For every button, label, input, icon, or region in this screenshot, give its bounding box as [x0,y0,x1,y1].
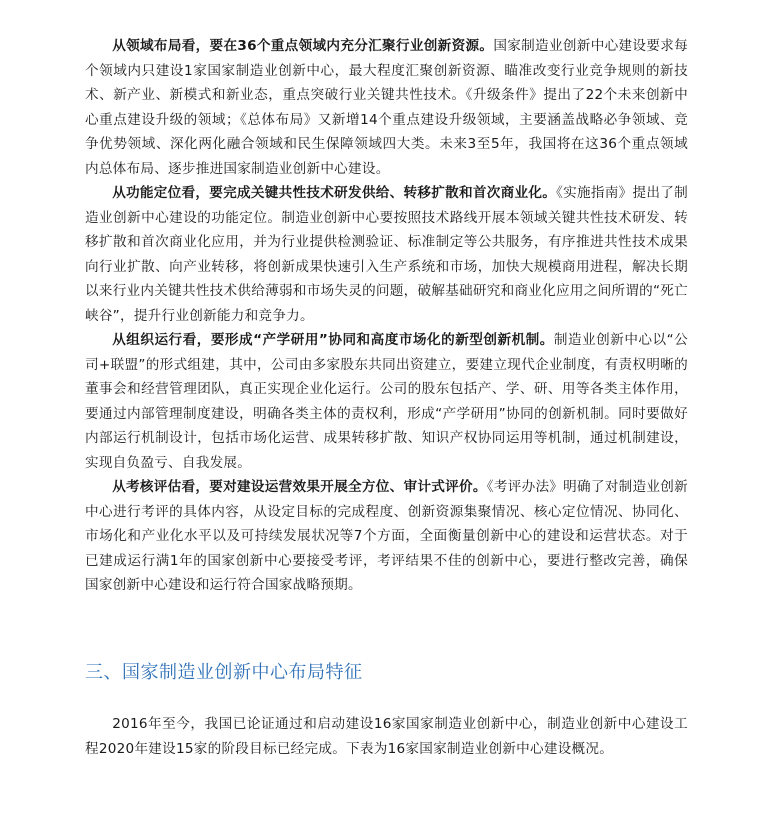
paragraph-lead: 从考核评估看，要对建设运营效果开展全方位、审计式评价。 [112,479,487,495]
paragraph-body: 制造业创新中心以“公司+联盟”的形式组建，其中，公司由多家股东共同出资建立，要建立现代企业制度，有责权明晰的董事会和经营管理团队，真正实现企业化运行。公司的股东包括产、学、研、用等各类主体作用，要通过内部管理制度建设，明确各类主体的责权利，形成“产学研用”协同的创新机制。同时要做好内部运行机制设计，包括市场化运营、成果转移扩散、知识产权协同运用等机制，通过机制建设，实现自负盈亏、自我发展。 [85,332,688,471]
section-intro-paragraph: 2016年至今，我国已论证通过和启动建设16家国家制造业创新中心，制造业创新中心建设工程2020年建设15家的阶段目标已经完成。下表为16家国家制造业创新中心建设概况。 [85,716,688,757]
document-page [85,34,689,757]
paragraph-lead: 从功能定位看，要完成关键共性技术研发供给、转移扩散和首次商业化。 [112,185,557,201]
section-heading: 三、国家制造业创新中心布局特征 [85,662,363,683]
paragraph-assessment [85,475,688,598]
paragraph-organization-operation [85,328,688,475]
paragraph-body: 国家制造业创新中心建设要求每个领域内只建设1家国家制造业创新中心，最大程度汇聚创新资源、瞄准改变行业竞争规则的新技术、新产业、新模式和新业态，重点突破行业关键共性技术。《升级条件》提出了22个未来创新中心重点建设升级的领域；《总体布局》又新增14个重点建设升级领域，主要涵盖战略必争领域、竞争优势领域、深化两化融合领域和民生保障领域四大类。未来3至5年，我国将在这36个重点领域内总体布局、逐步推进国家制造业创新中心建设。 [85,38,688,177]
paragraph-body: 《实施指南》提出了制造业创新中心建设的功能定位。制造业创新中心要按照技术路线开展本领域关键共性技术研发、转移扩散和首次商业化应用，并为行业提供检测验证、标准制定等公共服务，有序推进共性技术成果向行业扩散、向产业转移，将创新成果快速引入生产系统和市场，加快大规模商用进程，解决长期以来行业内关键共性技术供给薄弱和市场失灵的问题，破解基础研究和商业化应用之间所谓的“死亡峡谷”，提升行业创新能力和竞争力。 [85,185,689,324]
paragraph-body: 《考评办法》明确了对制造业创新中心进行考评的具体内容，从设定目标的完成程度、创新资源集聚情况、核心定位情况、协同化、市场化和产业化水平以及可持续发展状况等7个方面，全面衡量创新中心的建设和运营状态。对于已建成运行满1年的国家创新中心要接受考评，考评结果不佳的创新中心，要进行整改完善，确保国家创新中心建设和运行符合国家战略预期。 [85,479,689,593]
paragraph-lead: 从领域布局看，要在36个重点领域内充分汇聚行业创新资源。 [112,38,494,54]
paragraph-function-positioning [85,181,688,328]
paragraph-lead: 从组织运行看，要形成“产学研用”协同和高度市场化的新型创新机制。 [112,332,554,348]
paragraph-domain-layout [85,34,688,181]
